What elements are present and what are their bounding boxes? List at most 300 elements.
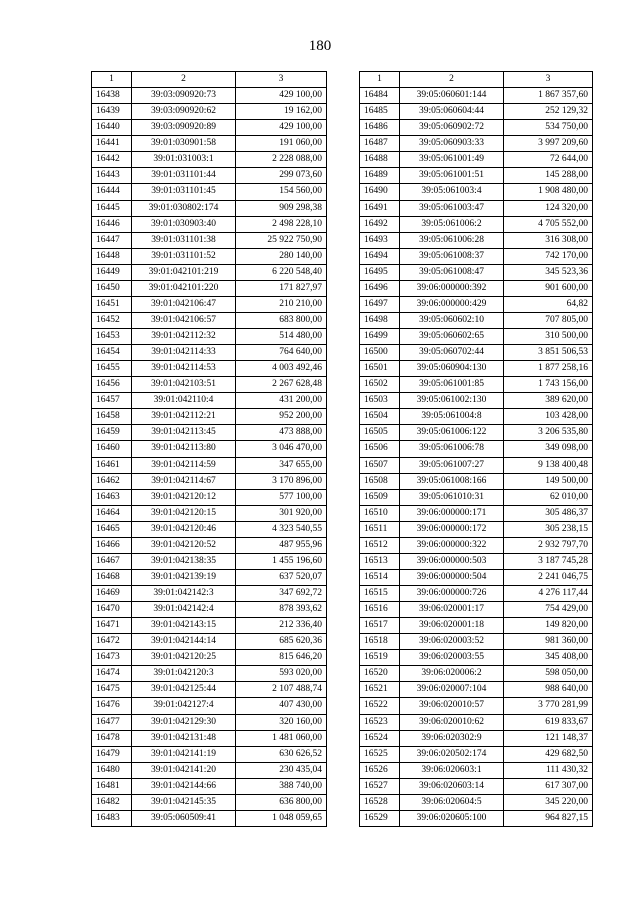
row-number-cell: 16488 <box>360 152 400 168</box>
cadastral-number-cell: 39:06:000000:726 <box>400 586 504 602</box>
value-cell: 2 498 228,10 <box>236 216 327 232</box>
table-row <box>360 296 593 312</box>
cadastral-number-cell: 39:01:042120:12 <box>132 489 236 505</box>
table-row <box>92 232 327 248</box>
value-cell: 103 428,00 <box>504 409 593 425</box>
row-number-cell: 16453 <box>92 329 132 345</box>
row-number-cell: 16491 <box>360 200 400 216</box>
value-cell: 210 210,00 <box>236 296 327 312</box>
value-cell: 1 867 357,60 <box>504 88 593 104</box>
value-cell: 310 500,00 <box>504 329 593 345</box>
cadastral-number-cell: 39:01:042103:51 <box>132 377 236 393</box>
cadastral-number-cell: 39:01:030802:174 <box>132 200 236 216</box>
table-row <box>360 505 593 521</box>
row-number-cell: 16509 <box>360 489 400 505</box>
row-number-cell: 16477 <box>92 714 132 730</box>
table-row <box>92 377 327 393</box>
value-cell: 301 920,00 <box>236 505 327 521</box>
cadastral-number-cell: 39:06:020604:5 <box>400 794 504 810</box>
cadastral-number-cell: 39:01:042138:35 <box>132 553 236 569</box>
value-cell: 3 851 506,53 <box>504 345 593 361</box>
row-number-cell: 16515 <box>360 586 400 602</box>
cadastral-number-cell: 39:06:020603:1 <box>400 762 504 778</box>
value-cell: 487 955,96 <box>236 537 327 553</box>
row-number-cell: 16441 <box>92 136 132 152</box>
table-row <box>92 361 327 377</box>
value-cell: 4 705 552,00 <box>504 216 593 232</box>
table-row <box>92 152 327 168</box>
table-row <box>360 393 593 409</box>
value-cell: 683 800,00 <box>236 312 327 328</box>
value-cell: 514 480,00 <box>236 329 327 345</box>
cadastral-number-cell: 39:01:042129:30 <box>132 714 236 730</box>
table-row <box>92 537 327 553</box>
value-cell: 407 430,00 <box>236 698 327 714</box>
value-cell: 149 820,00 <box>504 618 593 634</box>
value-cell: 124 320,00 <box>504 200 593 216</box>
row-number-cell: 16499 <box>360 329 400 345</box>
value-cell: 62 010,00 <box>504 489 593 505</box>
table-row <box>92 553 327 569</box>
table-row <box>92 264 327 280</box>
table-row <box>92 216 327 232</box>
cadastral-number-cell: 39:05:060509:41 <box>132 810 236 826</box>
value-cell: 345 408,00 <box>504 650 593 666</box>
cadastral-number-cell: 39:05:061001:85 <box>400 377 504 393</box>
value-cell: 3 206 535,80 <box>504 425 593 441</box>
row-number-cell: 16502 <box>360 377 400 393</box>
value-cell: 637 520,07 <box>236 569 327 585</box>
table-row <box>360 698 593 714</box>
row-number-cell: 16446 <box>92 216 132 232</box>
row-number-cell: 16468 <box>92 569 132 585</box>
table-row <box>92 586 327 602</box>
table-row <box>92 88 327 104</box>
column-header-value: 3 <box>236 72 327 88</box>
cadastral-number-cell: 39:06:000000:322 <box>400 537 504 553</box>
value-cell: 429 100,00 <box>236 88 327 104</box>
table-row <box>92 104 327 120</box>
table-row <box>360 409 593 425</box>
table-row <box>360 457 593 473</box>
row-number-cell: 16438 <box>92 88 132 104</box>
table-row <box>360 473 593 489</box>
value-cell: 3 770 281,99 <box>504 698 593 714</box>
row-number-cell: 16504 <box>360 409 400 425</box>
cadastral-number-cell: 39:06:000000:392 <box>400 280 504 296</box>
table-row <box>360 441 593 457</box>
table-row <box>360 634 593 650</box>
row-number-cell: 16456 <box>92 377 132 393</box>
table-row <box>92 505 327 521</box>
row-number-cell: 16443 <box>92 168 132 184</box>
table-row <box>360 216 593 232</box>
value-cell: 25 922 750,90 <box>236 232 327 248</box>
cadastral-number-cell: 39:06:020007:104 <box>400 682 504 698</box>
table-row <box>360 810 593 826</box>
value-cell: 3 170 896,00 <box>236 473 327 489</box>
cadastral-number-cell: 39:01:042145:35 <box>132 794 236 810</box>
value-cell: 305 486,37 <box>504 505 593 521</box>
row-number-cell: 16494 <box>360 248 400 264</box>
value-cell: 154 560,00 <box>236 184 327 200</box>
value-cell: 6 220 548,40 <box>236 264 327 280</box>
value-cell: 707 805,00 <box>504 312 593 328</box>
cadastral-number-cell: 39:05:061008:37 <box>400 248 504 264</box>
page-number: 180 <box>308 38 332 54</box>
table-row <box>92 296 327 312</box>
row-number-cell: 16447 <box>92 232 132 248</box>
value-cell: 473 888,00 <box>236 425 327 441</box>
value-cell: 4 276 117,44 <box>504 586 593 602</box>
row-number-cell: 16528 <box>360 794 400 810</box>
row-number-cell: 16498 <box>360 312 400 328</box>
value-cell: 2 932 797,70 <box>504 537 593 553</box>
value-cell: 149 500,00 <box>504 473 593 489</box>
row-number-cell: 16501 <box>360 361 400 377</box>
row-number-cell: 16475 <box>92 682 132 698</box>
row-number-cell: 16480 <box>92 762 132 778</box>
table-row <box>360 152 593 168</box>
row-number-cell: 16497 <box>360 296 400 312</box>
value-cell: 111 430,32 <box>504 762 593 778</box>
table-row <box>92 794 327 810</box>
row-number-cell: 16450 <box>92 280 132 296</box>
cadastral-number-cell: 39:01:042101:220 <box>132 280 236 296</box>
table-row <box>360 569 593 585</box>
row-number-cell: 16459 <box>92 425 132 441</box>
table-row <box>360 200 593 216</box>
cadastral-number-cell: 39:01:042120:52 <box>132 537 236 553</box>
cadastral-number-cell: 39:05:061003:47 <box>400 200 504 216</box>
value-cell: 1 048 059,65 <box>236 810 327 826</box>
row-number-cell: 16452 <box>92 312 132 328</box>
cadastral-number-cell: 39:01:042131:48 <box>132 730 236 746</box>
value-cell: 347 692,72 <box>236 586 327 602</box>
right-table-body <box>360 88 593 827</box>
value-cell: 9 138 400,48 <box>504 457 593 473</box>
value-cell: 901 600,00 <box>504 280 593 296</box>
value-cell: 3 187 745,28 <box>504 553 593 569</box>
row-number-cell: 16505 <box>360 425 400 441</box>
value-cell: 2 267 628,48 <box>236 377 327 393</box>
row-number-cell: 16503 <box>360 393 400 409</box>
table-row <box>360 377 593 393</box>
table-row <box>92 184 327 200</box>
value-cell: 320 160,00 <box>236 714 327 730</box>
value-cell: 252 129,32 <box>504 104 593 120</box>
table-row <box>92 634 327 650</box>
row-number-cell: 16478 <box>92 730 132 746</box>
row-number-cell: 16469 <box>92 586 132 602</box>
row-number-cell: 16460 <box>92 441 132 457</box>
table-row <box>92 473 327 489</box>
row-number-cell: 16442 <box>92 152 132 168</box>
row-number-cell: 16506 <box>360 441 400 457</box>
cadastral-number-cell: 39:01:042120:25 <box>132 650 236 666</box>
value-cell: 1 455 196,60 <box>236 553 327 569</box>
value-cell: 345 523,36 <box>504 264 593 280</box>
value-cell: 4 323 540,55 <box>236 521 327 537</box>
row-number-cell: 16517 <box>360 618 400 634</box>
row-number-cell: 16440 <box>92 120 132 136</box>
cadastral-number-cell: 39:03:090920:89 <box>132 120 236 136</box>
value-cell: 3 046 470,00 <box>236 441 327 457</box>
table-row <box>360 264 593 280</box>
table-row <box>360 521 593 537</box>
table-row <box>92 168 327 184</box>
table-row <box>360 778 593 794</box>
cadastral-number-cell: 39:06:000000:172 <box>400 521 504 537</box>
value-cell: 988 640,00 <box>504 682 593 698</box>
cadastral-number-cell: 39:05:060601:144 <box>400 88 504 104</box>
column-header-number: 1 <box>92 72 132 88</box>
value-cell: 305 238,15 <box>504 521 593 537</box>
row-number-cell: 16467 <box>92 553 132 569</box>
row-number-cell: 16458 <box>92 409 132 425</box>
value-cell: 619 833,67 <box>504 714 593 730</box>
cadastral-number-cell: 39:01:042143:15 <box>132 618 236 634</box>
cadastral-number-cell: 39:06:020605:100 <box>400 810 504 826</box>
cadastral-number-cell: 39:05:061008:47 <box>400 264 504 280</box>
table-row <box>360 682 593 698</box>
row-number-cell: 16457 <box>92 393 132 409</box>
row-number-cell: 16527 <box>360 778 400 794</box>
table-row <box>92 200 327 216</box>
value-cell: 431 200,00 <box>236 393 327 409</box>
row-number-cell: 16524 <box>360 730 400 746</box>
value-cell: 815 646,20 <box>236 650 327 666</box>
table-row <box>360 489 593 505</box>
value-cell: 577 100,00 <box>236 489 327 505</box>
cadastral-number-cell: 39:01:030903:40 <box>132 216 236 232</box>
cadastral-number-cell: 39:01:042114:53 <box>132 361 236 377</box>
value-cell: 191 060,00 <box>236 136 327 152</box>
row-number-cell: 16482 <box>92 794 132 810</box>
row-number-cell: 16465 <box>92 521 132 537</box>
row-number-cell: 16463 <box>92 489 132 505</box>
value-cell: 1 481 060,00 <box>236 730 327 746</box>
row-number-cell: 16513 <box>360 553 400 569</box>
row-number-cell: 16444 <box>92 184 132 200</box>
cadastral-number-cell: 39:06:020302:9 <box>400 730 504 746</box>
value-cell: 2 241 046,75 <box>504 569 593 585</box>
row-number-cell: 16471 <box>92 618 132 634</box>
value-cell: 1 908 480,00 <box>504 184 593 200</box>
value-cell: 19 162,00 <box>236 104 327 120</box>
table-row <box>360 168 593 184</box>
value-cell: 299 073,60 <box>236 168 327 184</box>
row-number-cell: 16466 <box>92 537 132 553</box>
table-row <box>92 329 327 345</box>
table-row <box>360 232 593 248</box>
table-row <box>360 586 593 602</box>
table-row <box>92 280 327 296</box>
row-number-cell: 16449 <box>92 264 132 280</box>
table-row <box>360 329 593 345</box>
value-cell: 764 640,00 <box>236 345 327 361</box>
cadastral-number-cell: 39:01:042110:4 <box>132 393 236 409</box>
cadastral-number-cell: 39:06:020010:62 <box>400 714 504 730</box>
cadastral-number-cell: 39:06:020603:14 <box>400 778 504 794</box>
row-number-cell: 16522 <box>360 698 400 714</box>
cadastral-number-cell: 39:01:031003:1 <box>132 152 236 168</box>
table-row <box>360 361 593 377</box>
row-number-cell: 16439 <box>92 104 132 120</box>
cadastral-number-cell: 39:05:061008:166 <box>400 473 504 489</box>
value-cell: 429 682,50 <box>504 746 593 762</box>
left-data-table <box>91 71 327 827</box>
cadastral-number-cell: 39:01:042114:59 <box>132 457 236 473</box>
value-cell: 964 827,15 <box>504 810 593 826</box>
value-cell: 389 620,00 <box>504 393 593 409</box>
table-row <box>360 537 593 553</box>
value-cell: 636 800,00 <box>236 794 327 810</box>
value-cell: 3 997 209,60 <box>504 136 593 152</box>
cadastral-number-cell: 39:01:042144:66 <box>132 778 236 794</box>
value-cell: 345 220,00 <box>504 794 593 810</box>
table-row <box>92 489 327 505</box>
cadastral-number-cell: 39:01:042144:14 <box>132 634 236 650</box>
row-number-cell: 16500 <box>360 345 400 361</box>
table-row <box>360 312 593 328</box>
row-number-cell: 16521 <box>360 682 400 698</box>
table-row <box>360 345 593 361</box>
cadastral-number-cell: 39:01:042101:219 <box>132 264 236 280</box>
cadastral-number-cell: 39:01:042142:4 <box>132 602 236 618</box>
value-cell: 121 148,37 <box>504 730 593 746</box>
value-cell: 534 750,00 <box>504 120 593 136</box>
column-header-number: 1 <box>360 72 400 88</box>
value-cell: 593 020,00 <box>236 666 327 682</box>
row-number-cell: 16511 <box>360 521 400 537</box>
cadastral-number-cell: 39:05:061001:49 <box>400 152 504 168</box>
table-row <box>92 746 327 762</box>
table-row <box>92 618 327 634</box>
row-number-cell: 16520 <box>360 666 400 682</box>
cadastral-number-cell: 39:06:020502:174 <box>400 746 504 762</box>
cadastral-number-cell: 39:05:060902:72 <box>400 120 504 136</box>
table-row <box>92 120 327 136</box>
row-number-cell: 16507 <box>360 457 400 473</box>
value-cell: 952 200,00 <box>236 409 327 425</box>
cadastral-number-cell: 39:01:042142:3 <box>132 586 236 602</box>
table-row <box>360 794 593 810</box>
table-row <box>360 248 593 264</box>
cadastral-number-cell: 39:01:042114:33 <box>132 345 236 361</box>
row-number-cell: 16519 <box>360 650 400 666</box>
row-number-cell: 16462 <box>92 473 132 489</box>
cadastral-number-cell: 39:01:031101:52 <box>132 248 236 264</box>
value-cell: 742 170,00 <box>504 248 593 264</box>
table-row <box>360 120 593 136</box>
value-cell: 2 107 488,74 <box>236 682 327 698</box>
table-row <box>92 312 327 328</box>
cadastral-number-cell: 39:01:042106:57 <box>132 312 236 328</box>
value-cell: 388 740,00 <box>236 778 327 794</box>
row-number-cell: 16529 <box>360 810 400 826</box>
table-row <box>360 746 593 762</box>
table-row <box>360 762 593 778</box>
cadastral-number-cell: 39:01:042113:45 <box>132 425 236 441</box>
cadastral-number-cell: 39:05:061004:8 <box>400 409 504 425</box>
cadastral-number-cell: 39:05:061006:2 <box>400 216 504 232</box>
row-number-cell: 16464 <box>92 505 132 521</box>
table-row <box>360 666 593 682</box>
cadastral-number-cell: 39:06:000000:429 <box>400 296 504 312</box>
value-cell: 878 393,62 <box>236 602 327 618</box>
table-row <box>92 345 327 361</box>
table-row <box>360 650 593 666</box>
cadastral-number-cell: 39:01:042141:20 <box>132 762 236 778</box>
value-cell: 4 003 492,46 <box>236 361 327 377</box>
cadastral-number-cell: 39:05:061006:122 <box>400 425 504 441</box>
row-number-cell: 16489 <box>360 168 400 184</box>
row-number-cell: 16473 <box>92 650 132 666</box>
table-row <box>92 425 327 441</box>
row-number-cell: 16486 <box>360 120 400 136</box>
table-row <box>360 280 593 296</box>
value-cell: 280 140,00 <box>236 248 327 264</box>
table-row <box>92 441 327 457</box>
value-cell: 1 877 258,16 <box>504 361 593 377</box>
value-cell: 1 743 156,00 <box>504 377 593 393</box>
table-row <box>360 730 593 746</box>
row-number-cell: 16470 <box>92 602 132 618</box>
table-row <box>92 409 327 425</box>
cadastral-number-cell: 39:01:042120:15 <box>132 505 236 521</box>
cadastral-number-cell: 39:05:060903:33 <box>400 136 504 152</box>
table-row <box>360 184 593 200</box>
cadastral-number-cell: 39:06:000000:503 <box>400 553 504 569</box>
value-cell: 2 228 088,00 <box>236 152 327 168</box>
value-cell: 909 298,38 <box>236 200 327 216</box>
table-row <box>360 618 593 634</box>
value-cell: 754 429,00 <box>504 602 593 618</box>
cadastral-number-cell: 39:03:090920:73 <box>132 88 236 104</box>
row-number-cell: 16454 <box>92 345 132 361</box>
table-row <box>92 457 327 473</box>
row-number-cell: 16484 <box>360 88 400 104</box>
row-number-cell: 16510 <box>360 505 400 521</box>
value-cell: 617 307,00 <box>504 778 593 794</box>
row-number-cell: 16461 <box>92 457 132 473</box>
table-row <box>92 136 327 152</box>
table-row <box>92 521 327 537</box>
row-number-cell: 16474 <box>92 666 132 682</box>
column-header-value: 3 <box>504 72 593 88</box>
cadastral-number-cell: 39:01:042127:4 <box>132 698 236 714</box>
table-header-row <box>360 72 593 88</box>
table-row <box>360 104 593 120</box>
row-number-cell: 16448 <box>92 248 132 264</box>
cadastral-number-cell: 39:01:042125:44 <box>132 682 236 698</box>
value-cell: 349 098,00 <box>504 441 593 457</box>
cadastral-number-cell: 39:01:042120:46 <box>132 521 236 537</box>
cadastral-number-cell: 39:01:031101:45 <box>132 184 236 200</box>
row-number-cell: 16526 <box>360 762 400 778</box>
table-row <box>360 425 593 441</box>
row-number-cell: 16485 <box>360 104 400 120</box>
cadastral-number-cell: 39:05:060604:44 <box>400 104 504 120</box>
value-cell: 64,82 <box>504 296 593 312</box>
table-row <box>92 810 327 826</box>
cadastral-number-cell: 39:05:060702:44 <box>400 345 504 361</box>
table-row <box>360 553 593 569</box>
table-row <box>360 88 593 104</box>
cadastral-number-cell: 39:05:061002:130 <box>400 393 504 409</box>
cadastral-number-cell: 39:01:031101:44 <box>132 168 236 184</box>
